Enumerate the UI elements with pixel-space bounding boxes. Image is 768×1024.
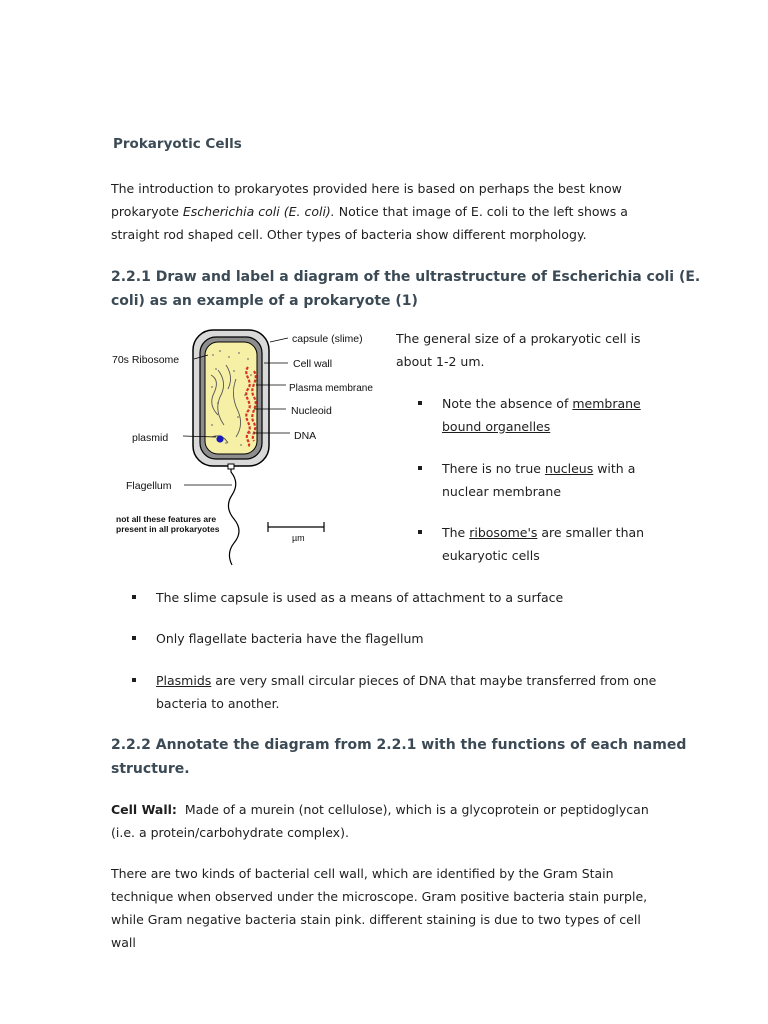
cell-size-text: The general size of a prokaryotic cell is about 1-2 um.: [396, 331, 641, 369]
link-ribosome[interactable]: ribosome's: [469, 525, 538, 540]
list-item: There is no true nucleus with a nuclear membrane: [418, 457, 635, 503]
intro-line-1: The introduction to prokaryotes provided here is based on perhaps the best know: [111, 181, 622, 196]
plasmid-shape: [216, 435, 223, 442]
list-item: The slime capsule is used as a means of attachment to a surface: [132, 586, 563, 609]
label-cell-wall: Cell wall: [293, 358, 333, 370]
section-heading-2-2-1: 2.2.1 Draw and label a diagram of the ultrastructure of Escherichia coli (E. coli) as an example of a prokaryote (1): [111, 269, 701, 309]
ecoli-diagram: [108, 325, 393, 575]
link-bound-organelles[interactable]: bound organelles: [442, 419, 551, 434]
label-plasmid: plasmid: [132, 432, 169, 444]
diagram-note-line-1: not all these features are: [116, 514, 217, 524]
scale-bar-label: µm: [292, 533, 305, 543]
cell-wall-label: Cell Wall:: [111, 802, 177, 817]
gram-stain-paragraph: There are two kinds of bacterial cell wall, which are identified by the Gram Stain technique when observed under the microscope. Gram positive bacteria stain purple, while Gram negative bacteria stain pink. different staining is due to two types of cell wall: [111, 866, 648, 950]
flagellum-hook: [228, 464, 234, 469]
list-item: Only flagellate bacteria have the flagellum: [132, 627, 424, 650]
section-heading-2-2-2: 2.2.2 Annotate the diagram from 2.2.1 with the functions of each named structure.: [111, 737, 687, 777]
list-item: The ribosome's are smaller than eukaryotic cells: [418, 521, 644, 567]
link-plasmids[interactable]: Plasmids: [156, 673, 212, 688]
label-ribosome: 70s Ribosome: [112, 354, 180, 366]
label-flagellum: Flagellum: [126, 480, 172, 492]
list-item: Plasmids are very small circular pieces of DNA that maybe transferred from one bacteria to another.: [132, 669, 656, 715]
list-item: Note the absence of membrane bound organelles: [418, 392, 641, 438]
diagram-note-line-2: present in all prokaryotes: [116, 524, 220, 534]
intro-paragraph: [111, 177, 628, 246]
label-plasma-membrane: Plasma membrane: [289, 383, 373, 394]
scale-bar: [268, 522, 324, 532]
cell-wall-paragraph: Cell Wall: Made of a murein (not cellulose), which is a glycoprotein or peptidoglycan (i.e. a protein/carbohydrate complex).: [111, 802, 649, 840]
intro-line-2: prokaryote Escherichia coli (E. coli). Notice that image of E. coli to the left shows a: [111, 204, 628, 219]
label-nucleoid: Nucleoid: [291, 405, 332, 417]
label-dna: DNA: [294, 430, 317, 442]
label-capsule: capsule (slime): [292, 333, 363, 345]
flagellum-shape: [228, 466, 239, 565]
link-membrane[interactable]: membrane: [572, 396, 641, 411]
page-title: Prokaryotic Cells: [113, 136, 242, 152]
link-nucleus[interactable]: nucleus: [544, 461, 594, 476]
intro-line-3: straight rod shaped cell. Other types of bacteria show different morphology.: [111, 227, 587, 242]
species-name: Escherichia coli (E. coli).: [182, 204, 335, 219]
